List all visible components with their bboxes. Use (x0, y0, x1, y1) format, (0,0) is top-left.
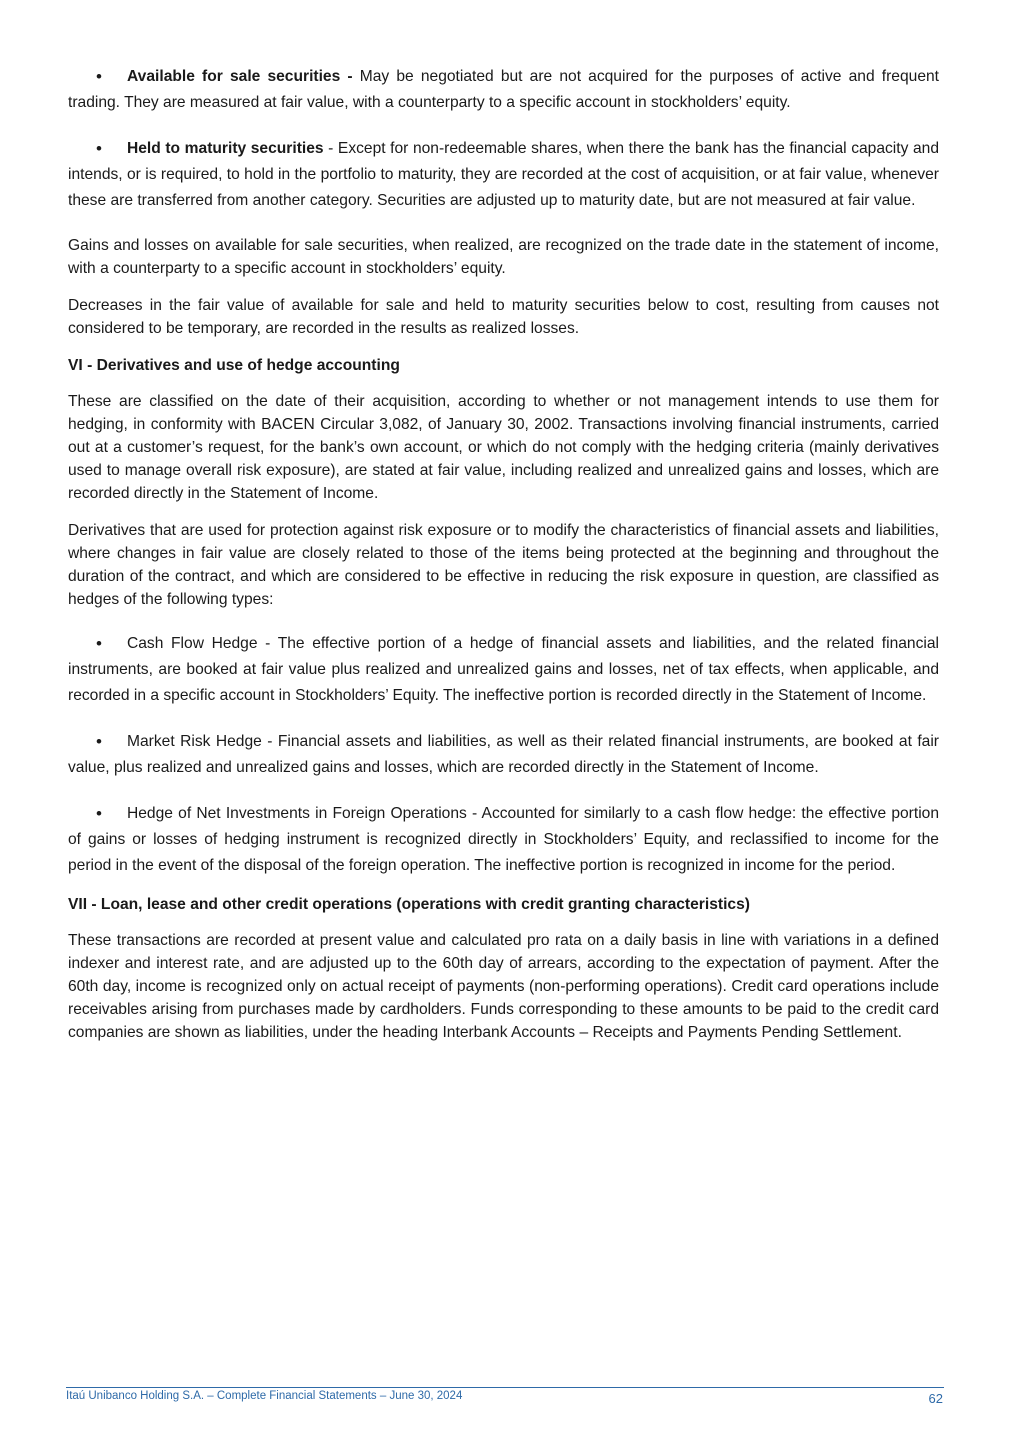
paragraph-derivatives-classification: These are classified on the date of their acquisition, according to whether or not management intends to use them for hedging, in conformity with BACEN Circular 3,082, of January 30, 2002. Transactions involving financial instruments, carried out at a customer’s request, for the bank’s own account, or which do not comply with the hedging criteria (mainly derivatives used to manage overall risk exposure), are stated at fair value, including realized and unrealized gains and losses, which are recorded directly in the Statement of Income. (68, 393, 939, 502)
bullet-text: - Except for non-redeemable shares, when there the bank has the financial capacity and intends, or is required, to hold in the portfolio to maturity, they are recorded at the cost of acquisition, or at fair value, whenever these are transferred from another category. Securities are adjusted up to maturity date, but are not measured at fair value. (68, 140, 939, 209)
footer-divider (66, 1387, 944, 1388)
footer-document-title: Itaú Unibanco Holding S.A. – Complete Financial Statements – June 30, 2024 (66, 1390, 463, 1402)
bullet-dot-icon: • (96, 67, 102, 86)
bullet-text: Hedge of Net Investments in Foreign Operations - Accounted for similarly to a cash flow hedge: the effective portion of gains or losses of hedging instrument is recognized directly in Stockholders’ Equity, and reclassified to income for the period in the event of the disposal of the foreign operation. The ineffective portion is recognized in income for the period. (68, 805, 939, 874)
paragraph-decreases: Decreases in the fair value of available for sale and held to maturity securities below to cost, resulting from causes not considered to be temporary, are recorded in the results as realized losses. (68, 297, 939, 337)
bullet-cash-flow-hedge (68, 631, 939, 709)
paragraph-loan-operations: These transactions are recorded at present value and calculated pro rata on a daily basis in line with variations in a defined indexer and interest rate, and are adjusted up to the 60th day of arrears, according to the expectation of payment. After the 60th day, income is recognized only on actual receipt of payments (non-performing operations). Credit card operations include receivables arising from purchases made by cardholders. Funds corresponding to these amounts to be paid to the credit card companies are shown as liabilities, under the heading Interbank Accounts – Receipts and Payments Pending Settlement. (68, 932, 939, 1041)
paragraph-gains-losses: Gains and losses on available for sale securities, when realized, are recognized on the trade date in the statement of income, with a counterparty to a specific account in stockholders’ equity. (68, 237, 939, 277)
bullet-market-risk-hedge (68, 729, 939, 781)
bullet-text: Cash Flow Hedge - The effective portion of a hedge of financial assets and liabilities, and the related financial instruments, are booked at fair value plus realized and unrealized gains and losses, net of tax effects, when applicable, and recorded in a specific account in Stockholders’ Equity. The ineffective portion is recorded directly in the Statement of Income. (68, 635, 939, 704)
document-body (68, 64, 939, 1058)
paragraph-derivatives-hedges: Derivatives that are used for protection against risk exposure or to modify the characteristics of financial assets and liabilities, where changes in fair value are closely related to those of the items being protected at the beginning and throughout the duration of the contract, and which are considered to be effective in reducing the risk exposure in question, are classified as hedges of the following types: (68, 522, 939, 608)
bullet-title: Available for sale securities - (127, 68, 353, 85)
section-heading-vii: VII - Loan, lease and other credit operations (operations with credit granting characteristics) (68, 896, 750, 913)
bullet-title: Held to maturity securities (127, 140, 324, 157)
bullet-text: Market Risk Hedge - Financial assets and liabilities, as well as their related financial instruments, are booked at fair value, plus realized and unrealized gains and losses, which are recorded directly in the Statement of Income. (68, 733, 939, 776)
page-number: 62 (928, 1391, 943, 1406)
bullet-available-for-sale (68, 64, 939, 116)
bullet-net-investment-hedge (68, 801, 939, 879)
bullet-dot-icon: • (96, 634, 102, 653)
bullet-held-to-maturity (68, 136, 939, 214)
section-heading-vi: VI - Derivatives and use of hedge accounting (68, 357, 400, 374)
bullet-dot-icon: • (96, 139, 102, 158)
bullet-dot-icon: • (96, 804, 102, 823)
bullet-text: May be negotiated but are not acquired for the purposes of active and frequent trading. They are measured at fair value, with a counterparty to a specific account in stockholders’ equity. (68, 68, 939, 111)
bullet-dot-icon: • (96, 732, 102, 751)
